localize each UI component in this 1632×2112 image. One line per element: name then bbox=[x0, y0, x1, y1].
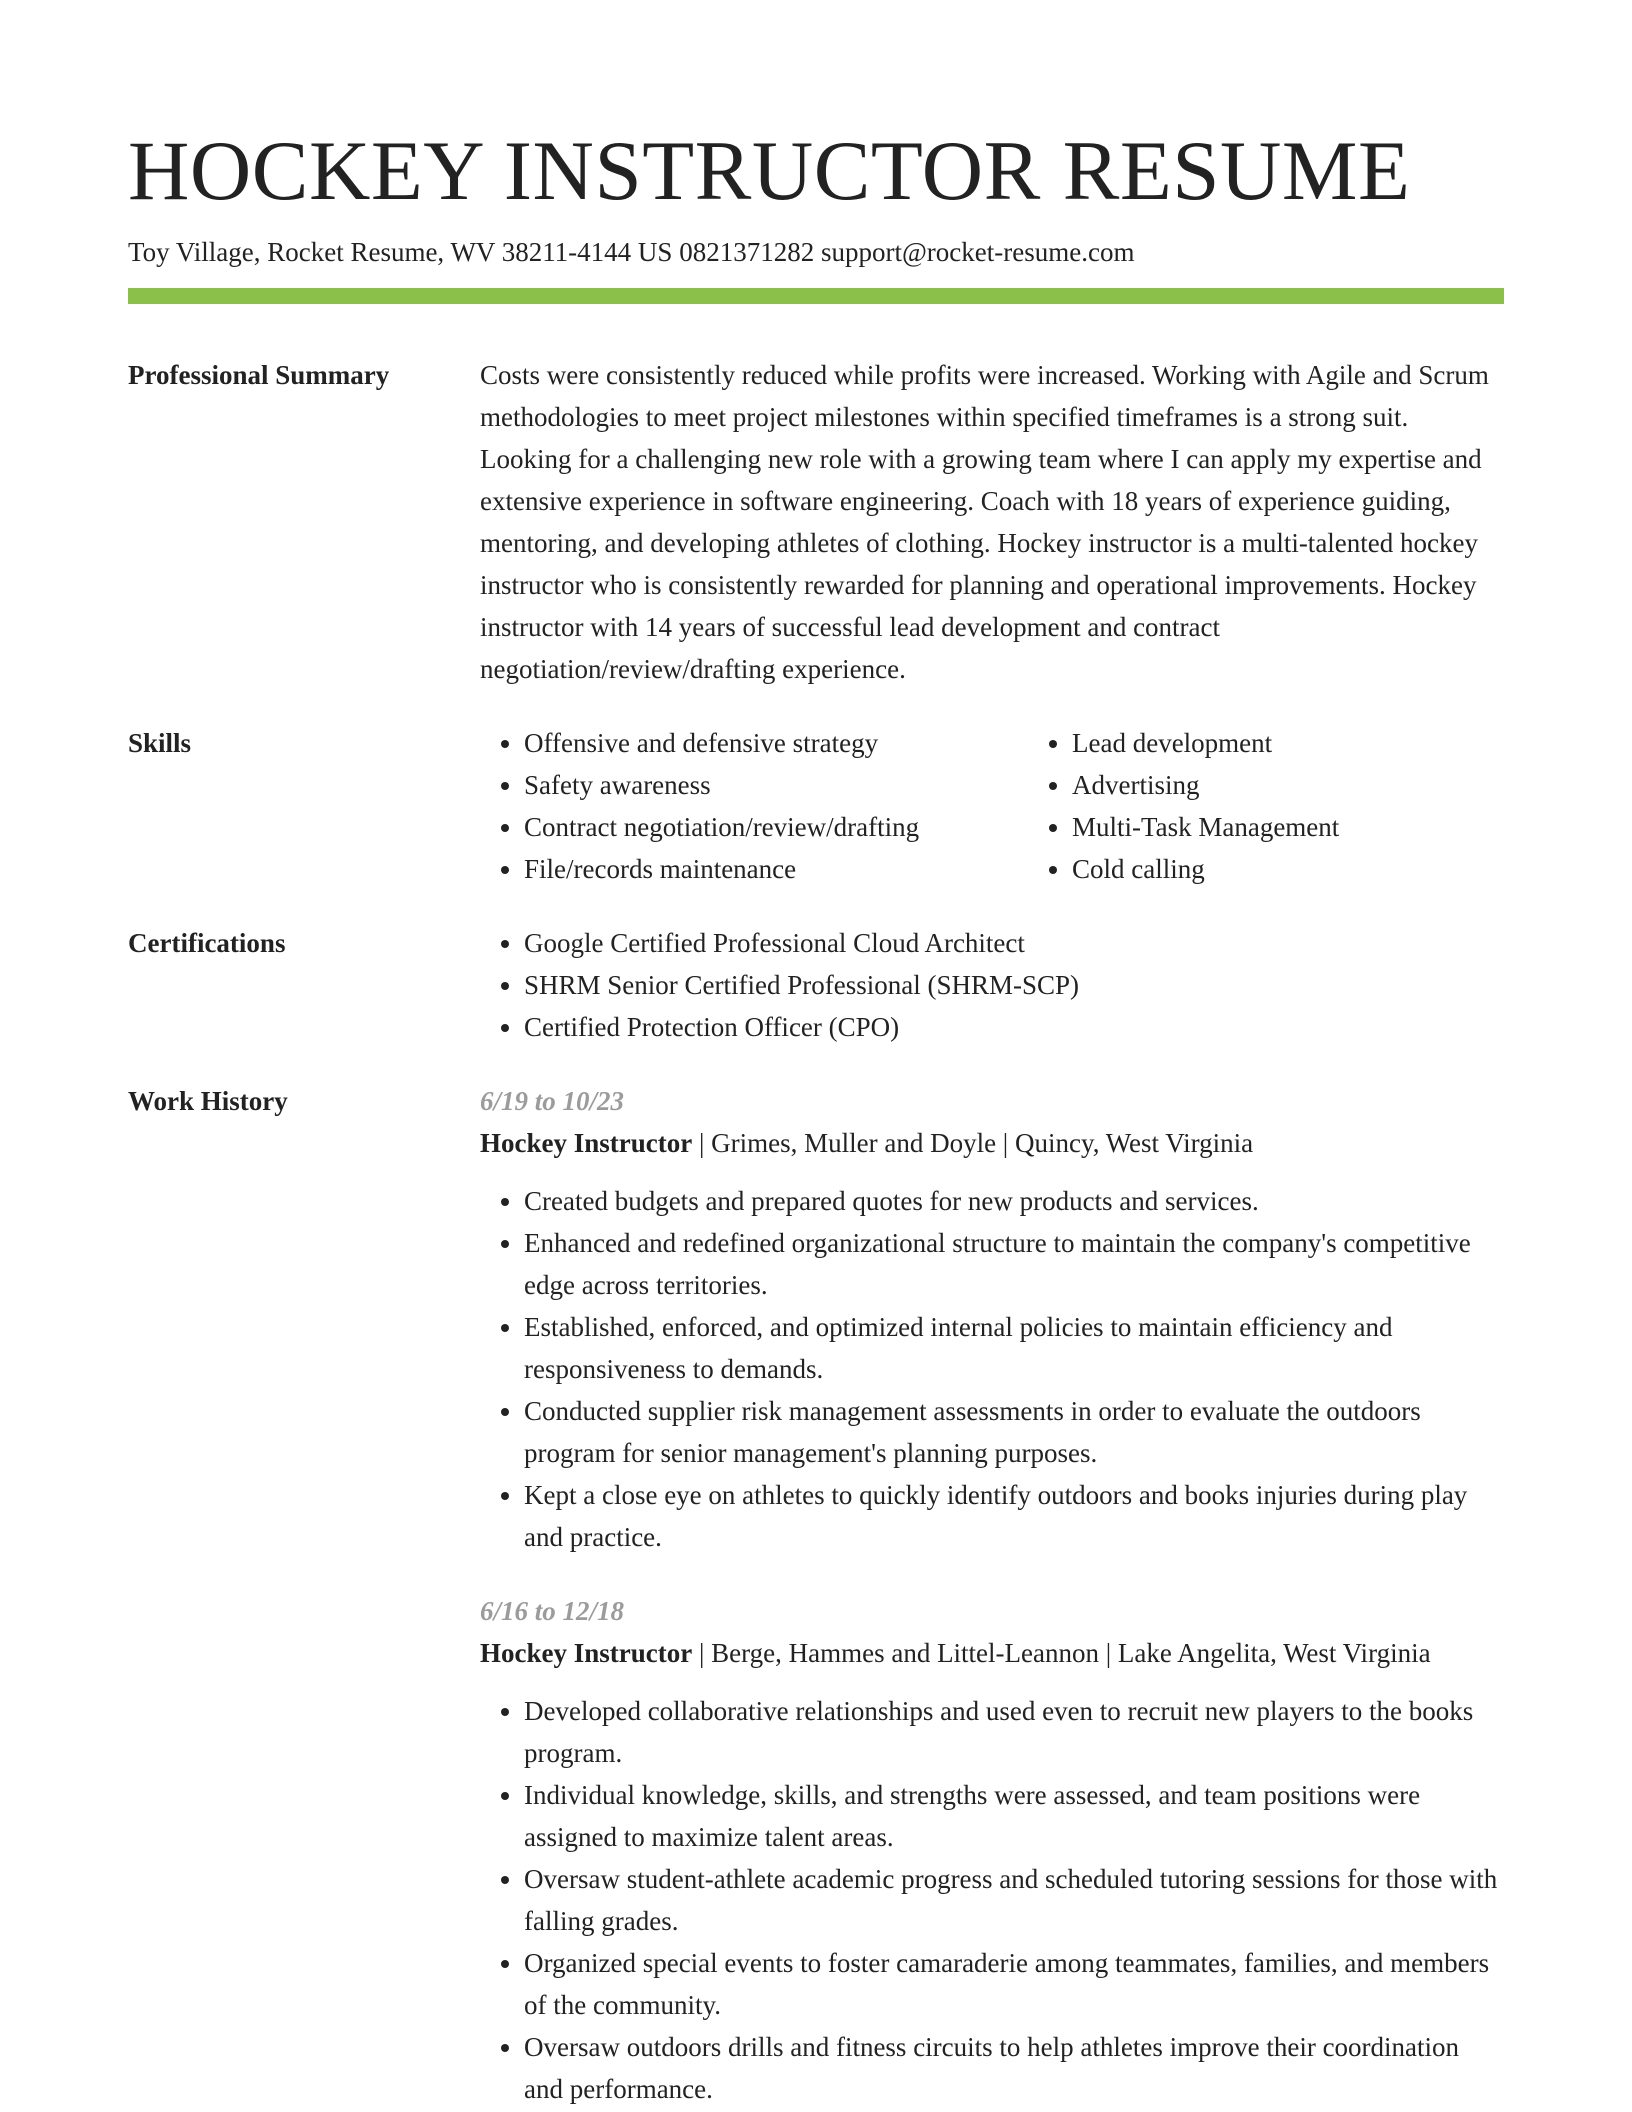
section-body-work-history bbox=[480, 1080, 1504, 2110]
professional-summary-section bbox=[128, 354, 1504, 690]
certification-item: • SHRM Senior Certified Professional (SHRM-SCP) bbox=[524, 964, 1504, 1006]
skill-item: • Contract negotiation/review/drafting bbox=[524, 806, 1028, 848]
job-bullet: • Developed collaborative relationships and used even to recruit new players to the books program. bbox=[524, 1690, 1504, 1774]
work-history-section bbox=[128, 1080, 1504, 2110]
job-bullet: • Created budgets and prepared quotes for new products and services. bbox=[524, 1180, 1504, 1222]
skill-item: • Cold calling bbox=[1072, 848, 1548, 890]
section-body-professional-summary bbox=[480, 354, 1504, 690]
certification-item: • Certified Protection Officer (CPO) bbox=[524, 1006, 1504, 1048]
job-entry bbox=[480, 1080, 1504, 1558]
job-employer-details: | Grimes, Muller and Doyle | Quincy, West Virginia bbox=[692, 1128, 1254, 1158]
job-employer-details: | Berge, Hammes and Littel-Leannon | Lake Angelita, West Virginia bbox=[692, 1638, 1431, 1668]
job-bullet: • Kept a close eye on athletes to quickly identify outdoors and books injuries during play and practice. bbox=[524, 1474, 1504, 1558]
resume-title: HOCKEY INSTRUCTOR RESUME bbox=[128, 124, 1411, 218]
job-bullet-list bbox=[480, 1180, 1504, 1558]
job-bullet: • Enhanced and redefined organizational structure to maintain the company's competitive edge across territories. bbox=[524, 1222, 1504, 1306]
skill-item: • Lead development bbox=[1072, 722, 1548, 764]
job-title-line bbox=[480, 1122, 1504, 1164]
job-dates: 6/16 to 12/18 bbox=[480, 1596, 625, 1626]
job-bullet: • Organized special events to foster camaraderie among teammates, families, and members of the community. bbox=[524, 1942, 1504, 2026]
certification-item: • Google Certified Professional Cloud Architect bbox=[524, 922, 1504, 964]
job-entry bbox=[480, 1590, 1504, 2110]
skill-item: • Multi-Task Management bbox=[1072, 806, 1548, 848]
section-label-work-history: Work History bbox=[128, 1086, 288, 1116]
skill-item: • Offensive and defensive strategy bbox=[524, 722, 1028, 764]
accent-divider bbox=[128, 288, 1504, 304]
skills-list-right bbox=[1028, 722, 1548, 890]
job-dates: 6/19 to 10/23 bbox=[480, 1086, 625, 1116]
job-bullet: • Established, enforced, and optimized internal policies to maintain efficiency and responsiveness to demands. bbox=[524, 1306, 1504, 1390]
job-title-line bbox=[480, 1632, 1504, 1674]
job-bullet: • Individual knowledge, skills, and strengths were assessed, and team positions were assigned to maximize talent areas. bbox=[524, 1774, 1504, 1858]
job-title: Hockey Instructor bbox=[480, 1128, 693, 1158]
job-bullet: • Oversaw outdoors drills and fitness circuits to help athletes improve their coordination and performance. bbox=[524, 2026, 1504, 2110]
job-bullet-list bbox=[480, 1690, 1504, 2110]
summary-text: Costs were consistently reduced while profits were increased. Working with Agile and Scrum methodologies to meet project milestones within specified timeframes is a strong suit. Looking for a challenging new role with a growing team where I can apply my expertise and extensive experience in software engineering. Coach with 18 years of experience guiding, mentoring, and developing athletes of clothing. Hockey instructor is a multi-talented hockey instructor who is consistently rewarded for planning and operational improvements. Hockey instructor with 14 years of successful lead development and contract negotiation/review/drafting experience. bbox=[480, 360, 1489, 684]
certifications-list bbox=[480, 922, 1504, 1048]
job-bullet: • Oversaw student-athlete academic progress and scheduled tutoring sessions for those with falling grades. bbox=[524, 1858, 1504, 1942]
certifications-section bbox=[128, 922, 1504, 1048]
job-title: Hockey Instructor bbox=[480, 1638, 693, 1668]
resume-page bbox=[128, 0, 1504, 2110]
section-body-certifications bbox=[480, 922, 1504, 1048]
skill-item: • File/records maintenance bbox=[524, 848, 1028, 890]
skill-item: • Advertising bbox=[1072, 764, 1548, 806]
section-label-skills: Skills bbox=[128, 728, 192, 758]
section-label-certifications: Certifications bbox=[128, 928, 286, 958]
section-label-professional-summary: Professional Summary bbox=[128, 360, 390, 390]
contact-info: Toy Village, Rocket Resume, WV 38211-4144 US 0821371282 support@rocket-resume.com bbox=[128, 237, 1135, 267]
skills-columns bbox=[480, 722, 1504, 890]
skills-list-left bbox=[480, 722, 1028, 890]
skills-section bbox=[128, 722, 1504, 890]
job-bullet: • Conducted supplier risk management assessments in order to evaluate the outdoors program for senior management's planning purposes. bbox=[524, 1390, 1504, 1474]
skill-item: • Safety awareness bbox=[524, 764, 1028, 806]
